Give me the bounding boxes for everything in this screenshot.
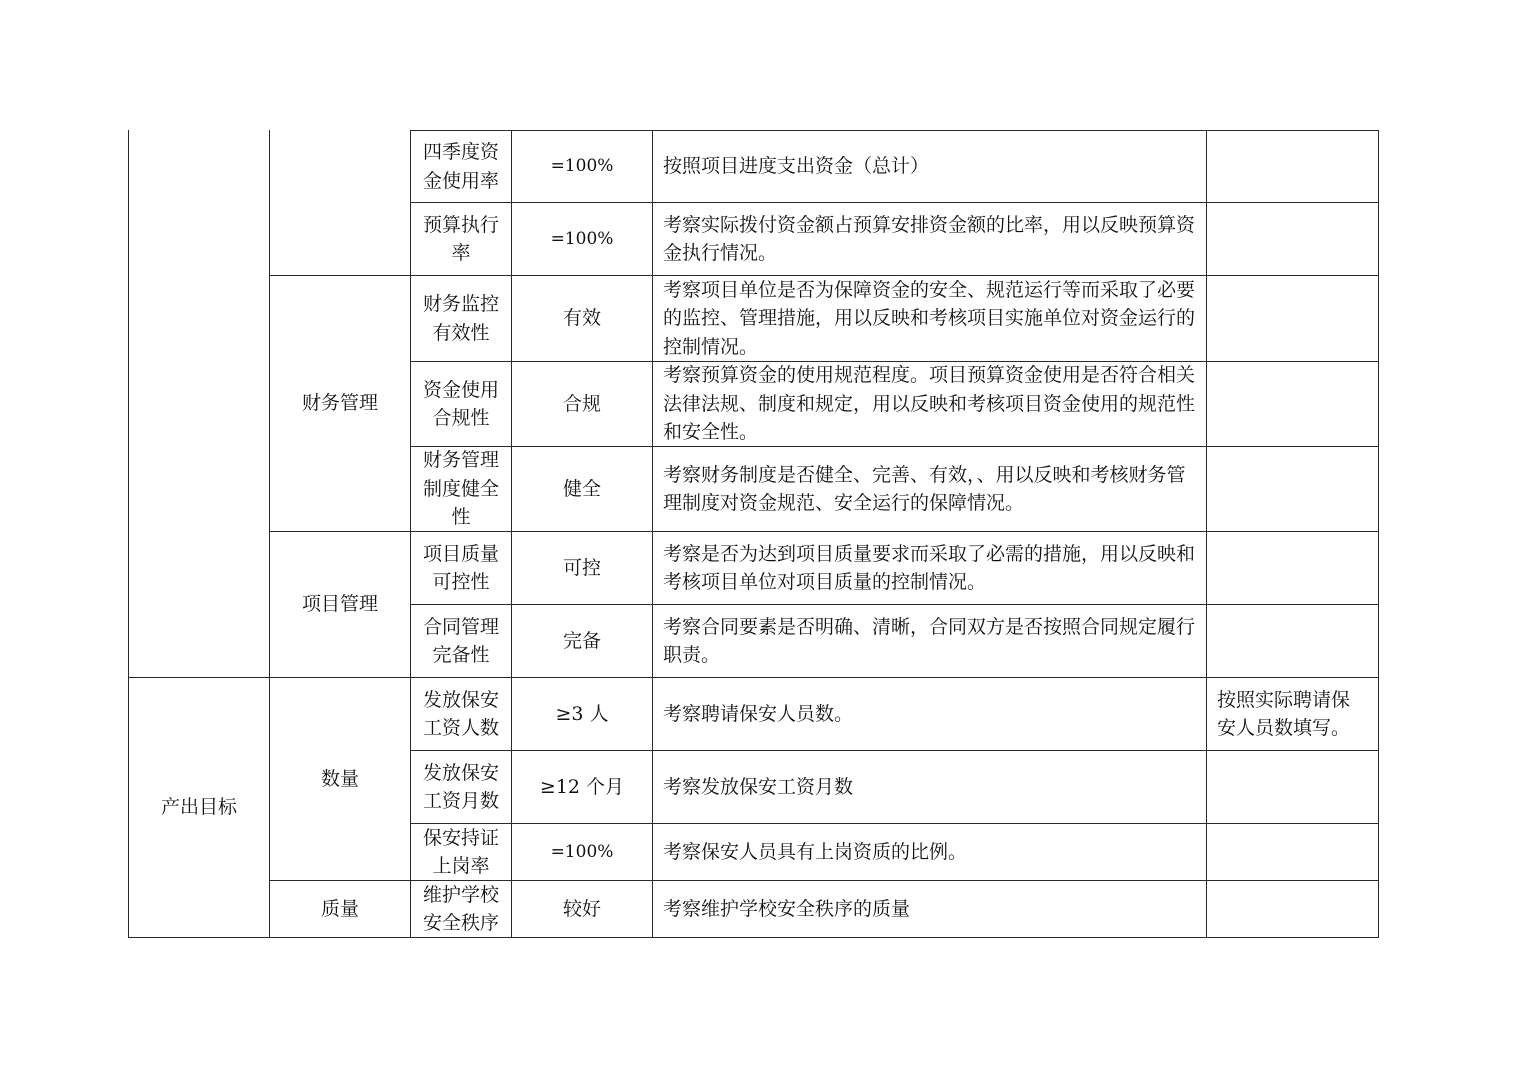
level2-quality-cell [270, 881, 410, 937]
level2-finance-label: 财务管理 [301, 392, 378, 415]
target-value: 可控 [562, 556, 601, 579]
remark-cell [1207, 131, 1378, 202]
indicator-name: 项目质量可控性 [422, 542, 499, 593]
level1-output-label: 产出目标 [160, 796, 237, 819]
target-value-cell [512, 881, 652, 937]
description-text: 考察是否为达到项目质量要求而采取了必需的措施，用以反映和考核项目单位对项目质量的控制情况。 [663, 542, 1196, 593]
description-text: 考察实际拨付资金额占预算安排资金额的比率，用以反映预算资金执行情况。 [663, 213, 1196, 264]
description-text: 考察聘请保安人员数。 [663, 702, 854, 725]
indicator-name: 预算执行率 [422, 213, 499, 264]
indicator-cell [411, 881, 511, 937]
indicator-name: 财务监控有效性 [422, 293, 499, 344]
indicator-name: 财务管理制度健全性 [422, 449, 499, 529]
level2-project-label: 项目管理 [301, 593, 378, 616]
remark-cell [1207, 276, 1378, 361]
description-text: 考察财务制度是否健全、完善、有效，、用以反映和考核财务管理制度对资金规范、安全运行的保障情况。 [663, 463, 1186, 514]
indicator-name: 维护学校安全秩序 [422, 883, 499, 934]
description-text: 考察保安人员具有上岗资质的比例。 [663, 840, 968, 863]
level2-project-cell [270, 532, 410, 677]
target-value-cell [512, 362, 652, 446]
indicator-name: 资金使用合规性 [422, 378, 499, 429]
rule-col-right [1378, 130, 1379, 938]
description-cell [653, 131, 1206, 202]
target-value: ≥3 人 [555, 702, 609, 725]
target-value-cell [512, 532, 652, 604]
description-cell [653, 276, 1206, 361]
description-cell [653, 751, 1206, 823]
target-value-cell [512, 678, 652, 750]
target-value-cell [512, 751, 652, 823]
remark-cell [1207, 881, 1378, 937]
remark-cell [1207, 751, 1378, 823]
description-text: 考察预算资金的使用规范程度。项目预算资金使用是否符合相关法律法规、制度和规定，用以反映和考核项目资金使用的规范性和安全性。 [663, 364, 1196, 444]
target-value: =100% [550, 841, 614, 862]
indicator-cell [411, 751, 511, 823]
target-value: =100% [550, 228, 614, 249]
level2-quality-label: 质量 [320, 897, 359, 920]
level2-quantity-cell [270, 678, 410, 880]
remark-cell [1207, 362, 1378, 446]
target-value-cell [512, 824, 652, 880]
description-cell [653, 362, 1206, 446]
description-cell [653, 824, 1206, 880]
remark-text: 按照实际聘请保安人员数填写。 [1217, 688, 1351, 739]
indicator-cell [411, 532, 511, 604]
indicator-cell [411, 276, 511, 361]
indicator-name: 发放保安工资人数 [422, 688, 499, 739]
target-value-cell [512, 203, 652, 275]
level2-quantity-label: 数量 [320, 767, 359, 790]
indicator-name: 合同管理完备性 [422, 615, 499, 666]
target-value: 合规 [562, 392, 601, 415]
indicator-cell [411, 362, 511, 446]
indicator-cell [411, 678, 511, 750]
target-value: 较好 [562, 897, 601, 920]
description-cell [653, 881, 1206, 937]
description-text: 考察项目单位是否为保障资金的安全、规范运行等而采取了必要的监控、管理措施，用以反映和考核项目实施单位对资金运行的控制情况。 [663, 278, 1196, 358]
remark-cell [1207, 532, 1378, 604]
remark-cell [1207, 447, 1378, 531]
indicator-cell [411, 203, 511, 275]
description-text: 考察发放保安工资月数 [663, 775, 854, 798]
target-value-cell [512, 276, 652, 361]
target-value-cell [512, 605, 652, 677]
description-cell [653, 447, 1206, 531]
indicator-name: 发放保安工资月数 [422, 761, 499, 812]
indicator-name: 保安持证上岗率 [422, 826, 499, 877]
indicator-cell [411, 447, 511, 531]
description-text: 考察维护学校安全秩序的质量 [663, 897, 911, 920]
target-value: 有效 [562, 307, 601, 330]
description-cell [653, 532, 1206, 604]
rule-bottom [128, 937, 1379, 938]
remark-cell [1207, 678, 1378, 750]
target-value: =100% [550, 156, 614, 177]
target-value: 完备 [562, 629, 601, 652]
description-cell [653, 203, 1206, 275]
description-text: 考察合同要素是否明确、清晰，合同双方是否按照合同规定履行职责。 [663, 615, 1196, 666]
target-value-cell [512, 447, 652, 531]
description-cell [653, 605, 1206, 677]
target-value: 健全 [562, 477, 601, 500]
target-value-cell [512, 131, 652, 202]
level2-finance-cell [270, 276, 410, 531]
indicator-cell [411, 131, 511, 202]
remark-cell [1207, 824, 1378, 880]
remark-cell [1207, 203, 1378, 275]
remark-cell [1207, 605, 1378, 677]
target-value: ≥12 个月 [539, 775, 625, 798]
indicator-name: 四季度资金使用率 [422, 141, 499, 192]
description-cell [653, 678, 1206, 750]
indicator-cell [411, 605, 511, 677]
indicator-cell [411, 824, 511, 880]
level1-output-cell [129, 678, 269, 937]
description-text: 按照项目进度支出资金（总计） [663, 155, 930, 178]
